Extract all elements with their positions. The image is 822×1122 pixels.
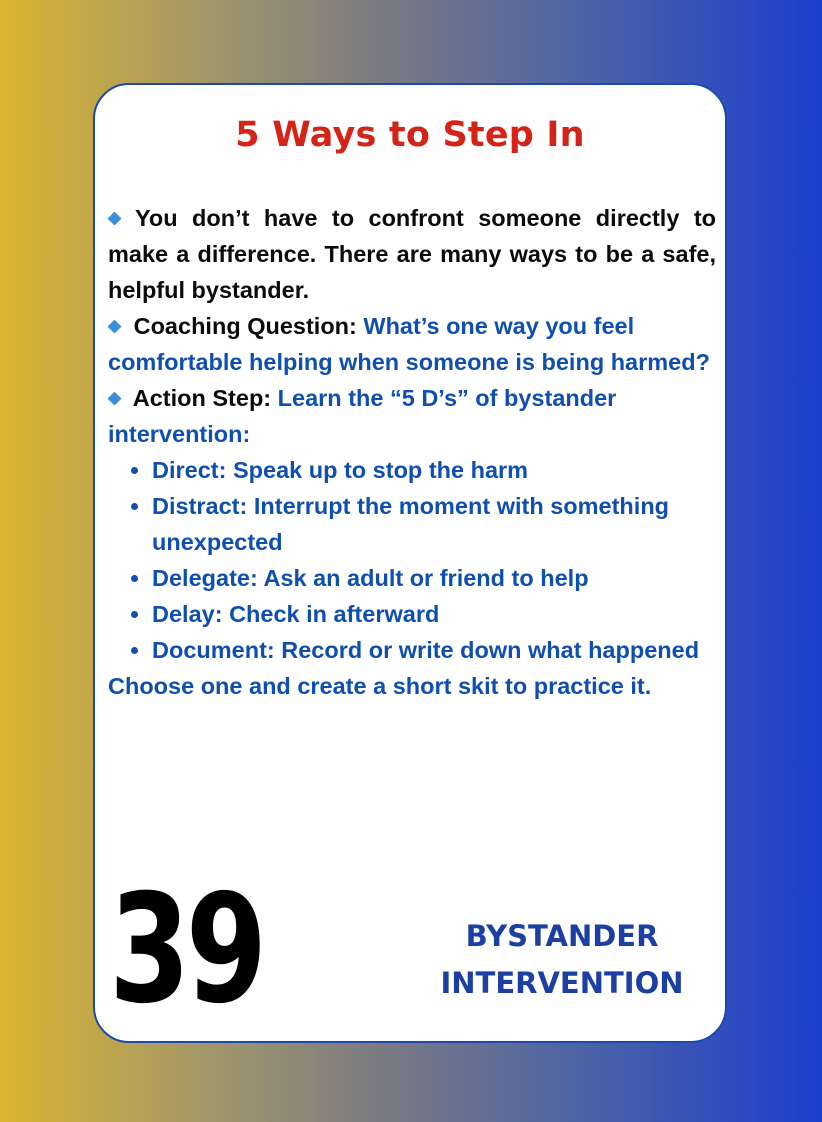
card-body — [108, 200, 716, 704]
list-item: Distract: Interrupt the moment with something unexpected — [152, 488, 716, 560]
closing-text: Choose one and create a short skit to practice it. — [108, 673, 652, 699]
card-number: 39 — [109, 863, 263, 1037]
category-line-1: BYSTANDER — [465, 919, 659, 953]
coaching-paragraph — [108, 308, 716, 380]
coaching-label: Coaching Question: — [133, 313, 357, 339]
action-text: Learn the “5 D’s” of bystander intervention: — [108, 385, 617, 447]
action-paragraph — [108, 380, 716, 452]
card — [93, 83, 727, 1043]
category-line-2: INTERVENTION — [440, 966, 684, 1000]
list-item: Delay: Check in afterward — [152, 596, 716, 632]
intro-paragraph — [108, 200, 716, 308]
card-title: 5 Ways to Step In — [235, 115, 585, 155]
intro-text: You don’t have to confront someone directly to make a difference. There are many ways to be a safe, helpful bystander. — [108, 205, 717, 303]
list-item: Document: Record or write down what happened — [152, 632, 716, 668]
list-item: Delegate: Ask an adult or friend to help — [152, 560, 716, 596]
list-item: Direct: Speak up to stop the harm — [152, 452, 716, 488]
diamond-icon: ◆ — [108, 208, 129, 227]
diamond-icon: ◆ — [108, 316, 122, 335]
five-ds-list — [108, 452, 716, 668]
diamond-icon: ◆ — [108, 388, 122, 407]
category-label — [395, 913, 729, 1007]
action-label: Action Step: — [132, 385, 272, 411]
coaching-text: What’s one way you feel comfortable helping when someone is being harmed? — [108, 313, 710, 375]
